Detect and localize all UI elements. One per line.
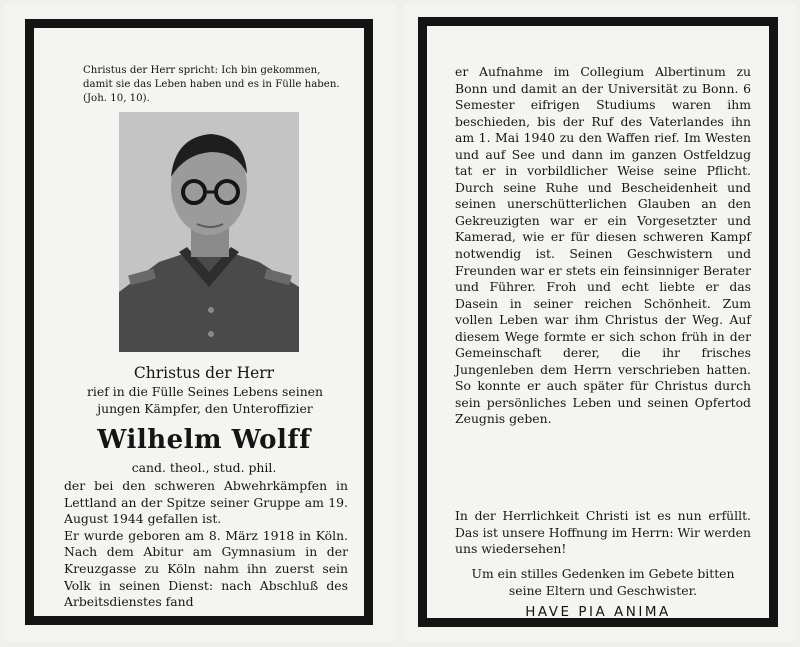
memorial-card-left-page <box>4 4 396 642</box>
portrait-photo <box>119 112 299 352</box>
hope-paragraph: In der Herrlichkeit Christi ist es nun erfüllt. Das ist unsere Hoffnung im Herrn: Wir werden uns wiedersehen! <box>455 508 751 556</box>
biography-paragraph: Er wurde geboren am 8. März 1918 in Köln. Nach dem Abitur am Gymnasium in der Kreuzgasse zu Köln nahm ihn zuerst sein Volk in seinen Dienst: nach Abschluß des Arbeitsdienstes fand <box>64 527 348 610</box>
biography-continued: er Aufnahme im Collegium Albertinum zu Bonn und damit an der Universität zu Bonn. 6 Semester eifrigen Studiums waren ihm beschieden, bis der Ruf des Vaterlandes ihn am 1. Mai 1940 zu den Waffen rief. Im Westen und auf See und dann im ganzen Ostfeldzug tat er in vorbildlicher Weise seine Pflicht. Durch seine Ruhe und Bescheidenheit und seinen unerschütterlichen Glauben an den Gekreuzigten war er ein Vorgesetzter und Kamerad, wie er für diesen schweren Kampf notwendig ist. Seinen Geschwistern und Freunden war er stets ein feinsinniger Berater und Führer. Froh und echt liebte er das Dasein in seiner reichen Schönheit. Zum vollen Leben war ihm Christus der Weg. Auf diesem Wege formte er sich schon früh in der Gemeinschaft derer, die ihr frisches Jungenleben dem Herrn verschrieben hatten. So konnte er auch später für Christus durch sein persönliches Leben und seinen Opfertod Zeugnis geben. <box>455 64 751 427</box>
death-paragraph: der bei den schweren Abwehrkämpfen in Lettland an der Spitze seiner Gruppe am 19. August 1944 gefallen ist. <box>64 478 348 527</box>
left-body-text <box>64 478 348 611</box>
christ-heading: Christus der Herr <box>133 364 275 382</box>
deceased-name: Wilhelm Wolff <box>97 425 311 455</box>
intro-text: rief in die Fülle Seines Lebens seinen jungen Kämpfer, den Unteroffizier <box>86 384 323 416</box>
academic-degree: cand. theol., stud. phil. <box>131 460 277 475</box>
black-mourning-border <box>25 19 373 625</box>
black-mourning-border <box>418 17 778 627</box>
memorial-card-right-page <box>404 4 796 642</box>
bible-quote: Christus der Herr spricht: Ich bin gekommen, damit sie das Leben haben und es in Fülle haben. (Joh. 10, 10). <box>83 65 340 104</box>
closing-phrase: HAVE PIA ANIMA <box>525 604 671 620</box>
prayer-request: Um ein stilles Gedenken im Gebete bitten seine Eltern und Geschwister. <box>471 566 735 598</box>
